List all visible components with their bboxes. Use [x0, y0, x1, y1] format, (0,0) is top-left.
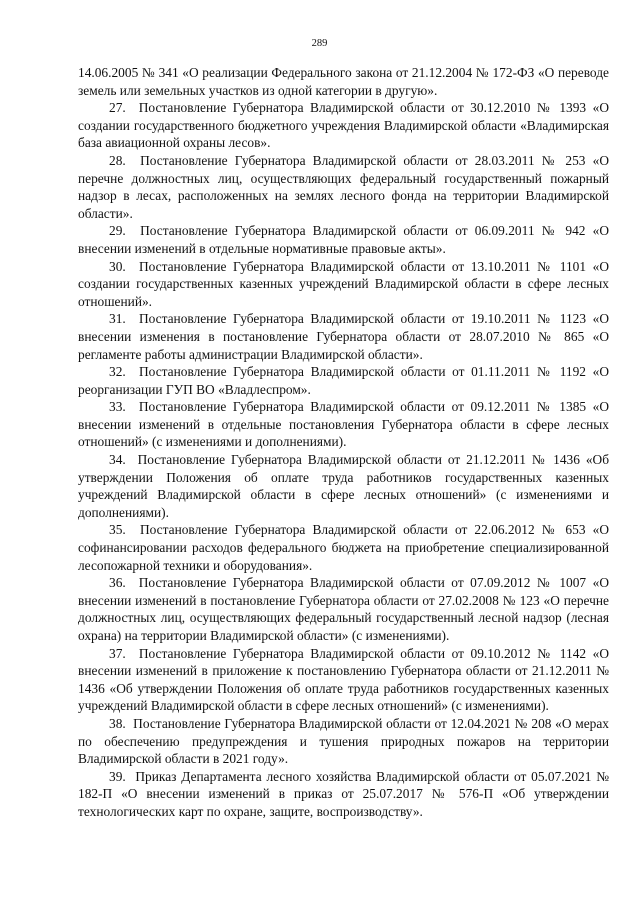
item-number: 27. — [109, 100, 126, 116]
continuation-paragraph: 14.06.2005 № 341 «О реализации Федерального закона от 21.12.2004 № 172-ФЗ «О переводе земель или земельных участков из одной категории в другую». — [78, 65, 609, 98]
item-number: 33. — [109, 399, 126, 415]
page-number: 289 — [311, 38, 328, 49]
item-number: 39. — [109, 768, 126, 784]
regulation-item — [78, 451, 609, 521]
item-number: 28. — [109, 152, 126, 168]
regulation-item — [78, 768, 609, 821]
item-number: 34. — [109, 452, 126, 468]
regulation-item — [78, 715, 609, 768]
item-number: 37. — [109, 645, 126, 661]
item-text: Постановление Губернатора Владимирской области от 21.12.2011 № 1436 «Об утверждении Положения об оплате труда работников государственных казенных учреждений Владимирской области в сфере лесных отношений» (с изменениями и дополнениями). — [78, 452, 610, 520]
item-text: Постановление Губернатора Владимирской области от 22.06.2012 № 653 «О софинансировании расходов федерального бюджета на приобретение специализированной лесопожарной техники и оборудования». — [78, 522, 609, 573]
item-text: Приказ Департамента лесного хозяйства Владимирской области от 05.07.2021 № 182-П «О внесении изменений в приказ от 25.07.2017 № 576-П «Об утверждении технологических карт по охране, защите, воспроизводству». — [78, 768, 609, 819]
regulation-item — [78, 152, 609, 222]
item-text: Постановление Губернатора Владимирской области от 09.10.2012 № 1142 «О внесении изменений в приложение к постановлению Губернатора области от 21.12.2011 № 1436 «Об утверждении Положения об оплате труда работников государственных казенных учреждений Владимирской области в сфере лесных отношений» (с изменениями). — [78, 645, 610, 714]
item-number: 32. — [109, 364, 126, 380]
item-text: Постановление Губернатора Владимирской области от 30.12.2010 № 1393 «О создании государственного бюджетного учреждения Владимирской области «Владимирская база авиационной охраны лесов». — [78, 100, 609, 151]
item-text: Постановление Губернатора Владимирской области от 01.11.2011 № 1192 «О реорганизации ГУП ВО «Владлеспром». — [78, 364, 609, 397]
regulation-item — [78, 521, 609, 574]
regulation-item — [78, 645, 609, 715]
item-text: Постановление Губернатора Владимирской области от 06.09.2011 № 942 «О внесении изменений в отдельные нормативные правовые акты». — [78, 223, 609, 256]
regulation-item — [78, 363, 609, 398]
regulation-item — [78, 222, 609, 257]
regulation-item — [78, 398, 609, 451]
document-body — [78, 64, 609, 821]
regulation-list — [78, 99, 609, 820]
item-text: Постановление Губернатора Владимирской области от 09.12.2011 № 1385 «О внесении изменений в отдельные постановления Губернатора области в сфере лесных отношений» (с изменениями и дополнениями). — [78, 399, 610, 450]
item-number: 36. — [109, 575, 126, 591]
item-number: 38. — [109, 715, 126, 731]
item-number: 35. — [109, 522, 126, 538]
item-number: 29. — [109, 223, 126, 239]
regulation-item — [78, 574, 609, 644]
item-text: Постановление Губернатора Владимирской области от 07.09.2012 № 1007 «О внесении изменений в постановление Губернатора области от 27.02.2008 № 123 «О перечне должностных лиц, осуществляющих федеральный государственный лесной надзор (лесная охрана) на территории Владимирской области» (с изменениями). — [78, 575, 609, 643]
item-text: Постановление Губернатора Владимирской области от 19.10.2011 № 1123 «О внесении изменения в постановление Губернатора области от 28.07.2010 № 865 «О регламенте работы администрации Владимирской области». — [78, 311, 609, 362]
regulation-item — [78, 99, 609, 152]
item-number: 30. — [109, 258, 126, 274]
regulation-item — [78, 258, 609, 311]
item-text: Постановление Губернатора Владимирской области от 12.04.2021 № 208 «О мерах по обеспечению предупреждения и тушения природных пожаров на территории Владимирской области в 2021 году». — [78, 715, 609, 767]
item-text: Постановление Губернатора Владимирской области от 28.03.2011 № 253 «О перечне должностных лиц, осуществляющих федеральный государственный пожарный надзор в лесах, расположенных на землях лесного фонда на территории Владимирской области». — [78, 152, 609, 221]
regulation-item — [78, 310, 609, 363]
item-text: Постановление Губернатора Владимирской области от 13.10.2011 № 1101 «О создании государственных казенных учреждений Владимирской области в сфере лесных отношений». — [78, 258, 609, 309]
item-number: 31. — [109, 311, 126, 327]
